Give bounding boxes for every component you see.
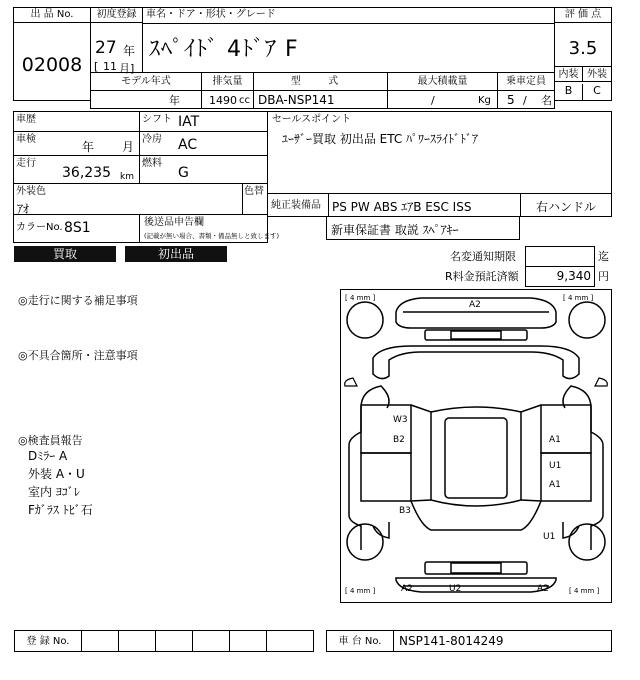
history-label: 車歴 xyxy=(16,114,36,125)
damage-mark-right-front-door: U1 xyxy=(549,461,562,471)
capacity-label: 乗車定員 xyxy=(506,76,546,87)
damage-mark-rear-left: A2 xyxy=(401,584,413,594)
inspector-line: 外装 A・U xyxy=(28,467,85,481)
inspector-line: Fｶﾞﾗｽ ﾄﾋﾞ石 xyxy=(28,503,93,517)
first-registration-label: 初度登録 xyxy=(91,9,142,23)
displacement-label: 排気量 xyxy=(212,76,243,87)
displacement-unit: cc xyxy=(239,95,250,106)
equipment-row xyxy=(267,193,612,217)
defects-heading: ◎不具合箇所・注意事項 xyxy=(18,349,138,362)
tire-depth-rear-left: [ 4 mm ] xyxy=(345,587,376,595)
load-unit: Kg xyxy=(478,95,491,106)
model-year-label: モデル年式 xyxy=(121,76,171,87)
driving-notes-heading: ◎走行に関する補足事項 xyxy=(18,294,138,307)
exterior-grade: C xyxy=(593,84,601,97)
type-label: 型 式 xyxy=(290,76,351,87)
car-name: ｽﾍﾟｲﾄﾞ 4ﾄﾞｱ F xyxy=(149,37,299,62)
sales-point-label: セールスポイント xyxy=(272,114,352,125)
interior-label: 内装 xyxy=(555,66,583,82)
damage-mark-left-rear-quarter: B3 xyxy=(399,506,411,516)
ac-label: 冷房 xyxy=(142,134,162,145)
inspector-heading: ◎検査員報告 xyxy=(18,434,83,447)
score-label: 評 価 点 xyxy=(555,9,611,23)
interior-grade: B xyxy=(555,84,583,100)
badge-first-listing: 初出品 xyxy=(125,246,227,262)
tire-depth-rear-right: [ 4 mm ] xyxy=(569,587,600,595)
shift-value: IAT xyxy=(178,114,200,130)
first-registration-box xyxy=(90,7,143,73)
model-year-unit: 年 xyxy=(169,94,180,107)
car-info-box xyxy=(142,7,555,73)
sales-point-text: ﾕｰｻﾞｰ買取 初出品 ETC ﾊﾟﾜｰｽﾗｲﾄﾞﾄﾞｱ xyxy=(282,132,479,146)
year-unit: 年 xyxy=(123,44,136,58)
chassis-value: NSP141-8014249 xyxy=(399,634,504,648)
score-box xyxy=(554,7,612,101)
inspection-year-unit: 年 xyxy=(82,140,95,154)
damage-mark-windshield: W3 xyxy=(393,415,408,425)
inspector-line: Dﾐﾗｰ A xyxy=(28,449,68,463)
name-change-value-box xyxy=(525,246,595,267)
color-number-label: カラーNo. xyxy=(16,222,63,233)
recycle-label: R料金預託済額 xyxy=(445,270,519,283)
inspection-label: 車検 xyxy=(16,134,36,145)
first-registration-year: 27 xyxy=(95,38,117,58)
ac-value: AC xyxy=(178,137,198,153)
inspector-line: 室内 ﾖｺﾞﾚ xyxy=(28,485,80,499)
mileage-value: 36,235 xyxy=(62,165,111,181)
equipment-value: PS PW ABS ｴｱB ESC ISS xyxy=(332,200,472,214)
registration-label: 登 録 No. xyxy=(26,636,70,647)
score-value: 3.5 xyxy=(568,38,598,59)
handle-value: 右ハンドル xyxy=(535,200,596,214)
delivery-label: 後送品申告欄 xyxy=(144,217,204,228)
lot-number: 02008 xyxy=(21,54,83,76)
chassis-label: 車 台 No. xyxy=(338,636,382,647)
first-registration-month: 11 xyxy=(103,60,117,73)
guarantee-value: 新車保証書 取説 ｽﾍﾟｱｷｰ xyxy=(331,223,459,237)
chassis-number-box xyxy=(326,630,612,652)
damage-mark-rear-right: A2 xyxy=(537,584,549,594)
delivery-note: (記載が無い場合、書類・備品無しと致します) xyxy=(144,232,280,240)
capacity-unit: 名 xyxy=(541,94,552,107)
month-unit: 月] xyxy=(119,62,135,75)
load-separator: / xyxy=(431,94,435,107)
recycle-value: 9,340 xyxy=(556,269,591,283)
inspection-month-unit: 月 xyxy=(122,140,135,154)
exterior-color-label: 外装色 xyxy=(16,186,46,197)
color-number-value: 8S1 xyxy=(64,220,91,236)
repaint-label: 色替 xyxy=(244,186,264,197)
exterior-color-value: ｱｵ xyxy=(17,202,30,216)
exterior-label: 外装 xyxy=(583,66,611,82)
mileage-label: 走行 xyxy=(16,158,36,169)
sales-point-box xyxy=(267,111,612,194)
recycle-unit: 円 xyxy=(598,270,609,283)
month-open-bracket: [ xyxy=(94,60,99,73)
guarantee-row xyxy=(326,216,520,240)
mileage-unit: km xyxy=(120,172,134,182)
fuel-label: 燃料 xyxy=(142,158,162,169)
fuel-value: G xyxy=(178,165,189,181)
damage-mark-left-front-fender: B2 xyxy=(393,435,405,445)
spec-row xyxy=(90,72,555,109)
displacement-value: 1490 xyxy=(209,94,237,107)
capacity-separator: / xyxy=(523,94,527,107)
capacity-value: 5 xyxy=(507,93,515,107)
name-change-label: 名変通知期限 xyxy=(450,250,516,263)
car-info-label: 車名・ドア・形状・グレード xyxy=(146,9,276,20)
tire-depth-front-left: [ 4 mm ] xyxy=(345,294,376,302)
damage-mark-rear-center: U2 xyxy=(449,584,462,594)
badge-buyout: 買取 xyxy=(14,246,116,262)
type-value: DBA-NSP141 xyxy=(258,93,335,107)
damage-mark-right-rear-quarter: U1 xyxy=(543,532,556,542)
shift-label: シフト xyxy=(142,114,172,125)
name-change-unit: 迄 xyxy=(598,250,609,263)
damage-mark-right-rear-door: A1 xyxy=(549,480,561,490)
damage-mark-front-bumper: A2 xyxy=(469,300,481,310)
recycle-value-box xyxy=(525,266,595,287)
equipment-label: 純正装備品 xyxy=(271,200,321,211)
details-block xyxy=(13,111,280,243)
car-diagram-svg xyxy=(341,290,611,602)
damage-mark-right-front-fender: A1 xyxy=(549,435,561,445)
tire-depth-front-right: [ 4 mm ] xyxy=(563,294,594,302)
lot-label: 出 品 No. xyxy=(14,9,90,23)
car-diagram xyxy=(340,289,612,603)
registration-number-box xyxy=(14,630,314,652)
lot-number-box xyxy=(13,7,91,101)
max-load-label: 最大積載量 xyxy=(417,76,468,87)
